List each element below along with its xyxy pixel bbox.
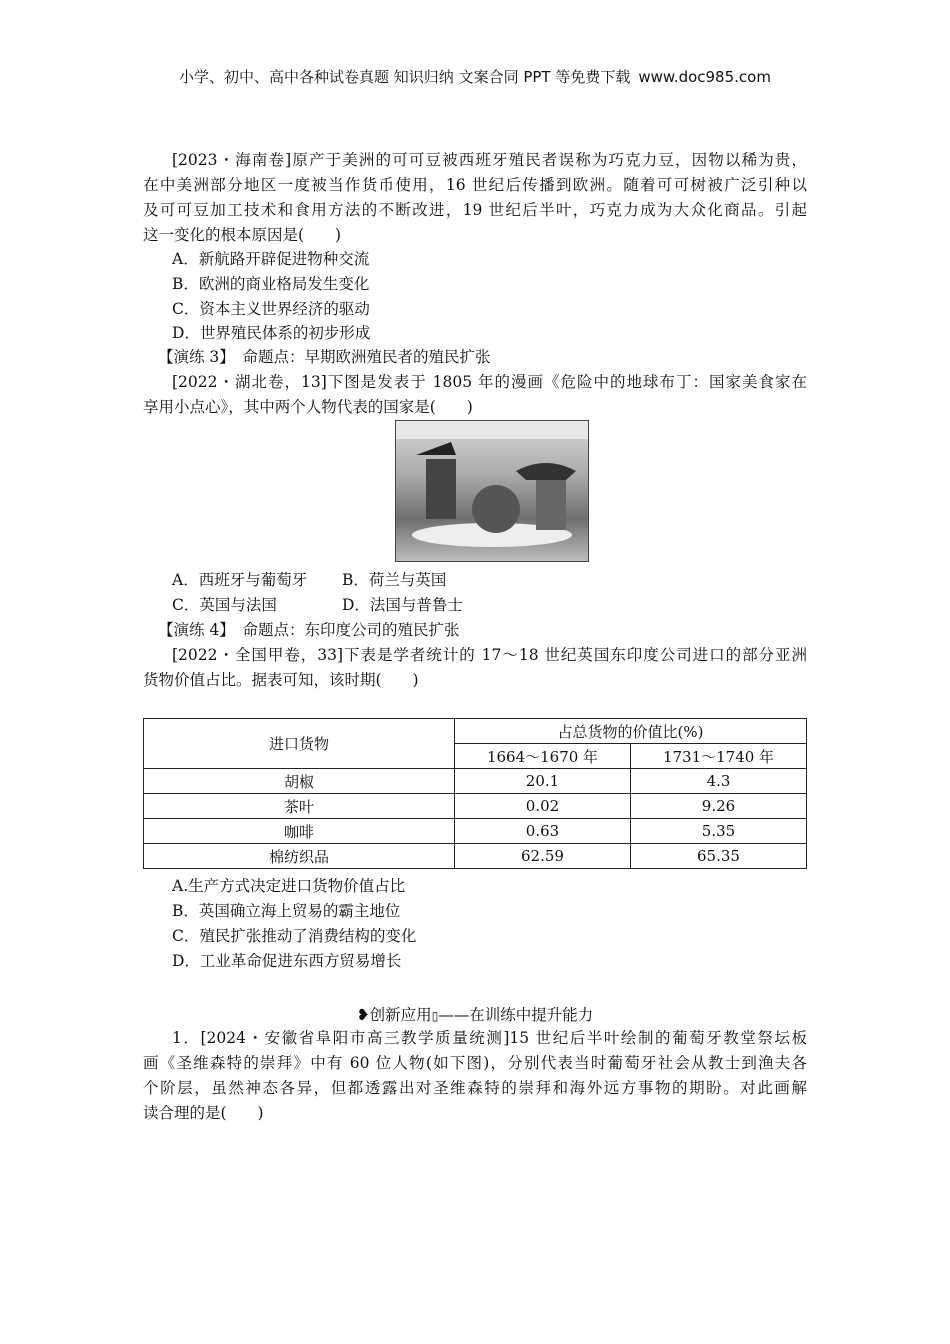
drill4-title: 【演练 4】 命题点：东印度公司的殖民扩张 (158, 621, 460, 639)
drill3-options-row2 (172, 595, 807, 615)
q1-option-b: B．欧洲的商业格局发生变化 (172, 275, 370, 293)
cell: 咖啡 (144, 819, 455, 844)
q5-line: 个阶层，虽然神态各异，但都透露出对圣维森特的崇拜和海外远方事物的期盼。对此画解 (143, 1079, 807, 1097)
table-row (144, 819, 807, 844)
table-row (144, 794, 807, 819)
bookmark-icon: ▯ (431, 1009, 439, 1023)
q5-line: 读合理的是( ) (143, 1104, 264, 1122)
cell: 茶叶 (144, 794, 455, 819)
drill3-option-a: A．西班牙与葡萄牙 (172, 571, 308, 589)
drill3-line: 享用小点心》，其中两个人物代表的国家是( ) (143, 398, 473, 416)
drill3-title: 【演练 3】 命题点：早期欧洲殖民者的殖民扩张 (158, 348, 491, 366)
drill4-option-d: D．工业革命促进东西方贸易增长 (172, 952, 402, 970)
drill4-option-a: A.生产方式决定进口货物价值占比 (172, 877, 406, 895)
header-cell: 占总货物的价值比(%) (455, 719, 807, 744)
header-cell: 1664～1670 年 (455, 744, 631, 769)
cell: 4.3 (631, 769, 807, 794)
cell: 9.26 (631, 794, 807, 819)
q1-option-a: A．新航路开辟促进物种交流 (172, 250, 370, 268)
section-heading (0, 1003, 950, 1025)
drill3-option-c: C．英国与法国 (172, 596, 277, 614)
header-text: 小学、初中、高中各种试卷真题 知识归纳 文案合同 PPT 等免费下载 (179, 68, 631, 86)
drill3-option-d: D．法国与普鲁士 (342, 596, 463, 614)
q1-option-c: C．资本主义世界经济的驱动 (172, 300, 370, 318)
header-cell: 进口货物 (144, 719, 455, 769)
q5-line: 1．[2024・安徽省阜阳市高三教学质量统测]15 世纪后半叶绘制的葡萄牙教堂祭坛板 (172, 1029, 807, 1047)
section-subtitle: ——在训练中提升能力 (438, 1006, 594, 1024)
q1-line: 这一变化的根本原因是( ) (143, 226, 342, 244)
drill4-line: [2022・全国甲卷，33]下表是学者统计的 17～18 世纪英国东印度公司进口的部分亚洲 (172, 646, 807, 664)
table-row (144, 769, 807, 794)
q1-line: 在中美洲部分地区一度被当作货币使用，16 世纪后传播到欧洲。随着可可树被广泛引种以 (143, 176, 807, 194)
drill4-option-c: C．殖民扩张推动了消费结构的变化 (172, 927, 417, 945)
drill3-option-b: B．荷兰与英国 (342, 571, 447, 589)
site-link[interactable]: www.doc985.com (638, 68, 771, 86)
cell: 0.02 (455, 794, 631, 819)
q1-option-d: D．世界殖民体系的初步形成 (172, 324, 371, 342)
cell: 65.35 (631, 844, 807, 869)
q5-line: 画《圣维森特的崇拜》中有 60 位人物(如下图)，分别代表当时葡萄牙社会从教士到渔夫各 (143, 1054, 807, 1072)
cell: 5.35 (631, 819, 807, 844)
drill3-line: [2022・湖北卷，13]下图是发表于 1805 年的漫画《危险中的地球布丁：国家美食家在 (172, 373, 807, 391)
drill3-options-row1 (172, 570, 807, 590)
cell: 0.63 (455, 819, 631, 844)
drill4-option-b: B．英国确立海上贸易的霸主地位 (172, 902, 401, 920)
drill4-line: 货物价值占比。据表可知，该时期( ) (143, 671, 419, 689)
cell: 胡椒 (144, 769, 455, 794)
table-row (144, 844, 807, 869)
section-title: 创新应用 (369, 1006, 432, 1024)
leaf-icon: ❥ (356, 1006, 370, 1024)
cell: 20.1 (455, 769, 631, 794)
site-header (0, 66, 950, 87)
header-cell: 1731～1740 年 (631, 744, 807, 769)
cartoon-image (395, 420, 589, 562)
cell: 62.59 (455, 844, 631, 869)
q1-line: [2023・海南卷]原产于美洲的可可豆被西班牙殖民者误称为巧克力豆，因物以稀为贵， (172, 151, 807, 169)
import-table (143, 718, 807, 869)
q1-line: 及可可豆加工技术和食用方法的不断改进，19 世纪后半叶，巧克力成为大众化商品。引起 (143, 201, 807, 219)
cell: 棉纺织品 (144, 844, 455, 869)
